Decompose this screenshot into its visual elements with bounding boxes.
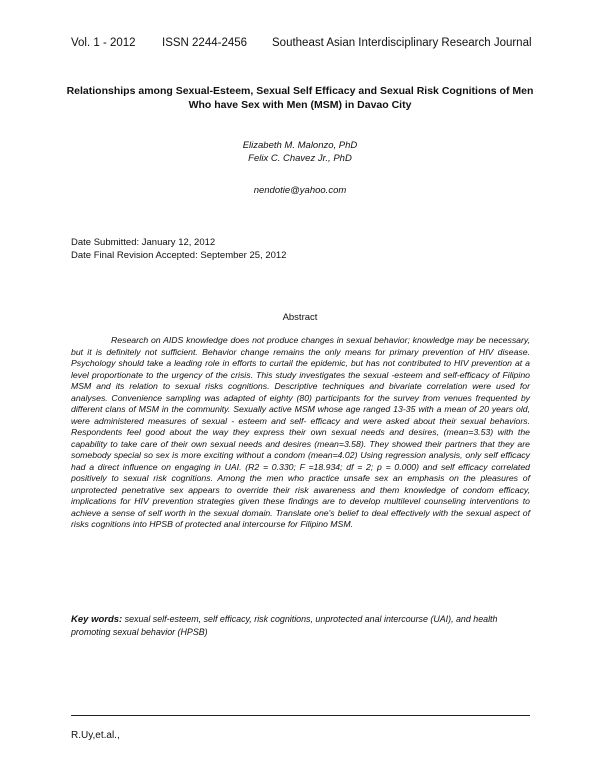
- abstract-body: Research on AIDS knowledge does not produce changes in sexual behavior; knowledge may be necessary, but it is definitely not sufficient. Behavior change remains the only means for primary prevention of HIV disease. Psychology should take a leading role in efforts to curtail the epidemic, but has not contributed to HIV prevention at a level proportionate to the urgency of the crisis. This study investigates the sexual -esteem and self-efficacy of Filipino MSM and its relation to sexual risks cognitions. Descriptive techniques and bivariate correlation were used for analyses. Convenience sampling was adapted of eighty (80) participants for the survey from venues frequented by different clans of MSM in the community. Sexually active MSM whose age ranged 13-35 with a mean of 20 years old, were administered measures of sexual - esteem and self- efficacy and were asked about their sexual behaviors. Respondents feel good about the way they express their own sexual needs and desires, (mean=3.53) with the capability to take care of their own sexual needs and desires (mean=3.58). They showed their partners that they are somebody special so sex is more exciting without a condom (mean=4.02) Using regression analysis, only self efficacy had a direct influence on engaging in UAI. (R2 = 0.330; F =18.934; df = 2; p = 0.000) and self efficacy correlated positively to sexual risk cognitions. Among the men who practice unsafe sex an emphasis on the pleasures of unprotected penetrative sex appears to override their risk awareness and them knowledge of condom efficacy, implications for HIV prevention strategies given these findings are to develop multilevel counseling interventions to achieve a sense of self worth in the sexual domain. Translate one's belief to deal effectively with the sexual aspect of risks cognitions into HPSB of protected anal intercourse for Filipino MSM.: [71, 335, 530, 529]
- footer-divider: [71, 715, 530, 716]
- author-email: nendotie@yahoo.com: [253, 185, 347, 196]
- date-submitted: Date Submitted: January 12, 2012: [71, 237, 216, 248]
- header-journal-name: Southeast Asian Interdisciplinary Research Journal: [272, 37, 532, 49]
- date-revision-accepted: Date Final Revision Accepted: September 25, 2012: [71, 250, 287, 261]
- paper-title: Relationships among Sexual-Esteem, Sexual Self Efficacy and Sexual Risk Cognitions of Men Who have Sex with Men (MSM) in Davao City: [66, 85, 534, 111]
- submission-dates: [71, 236, 471, 262]
- author-name: Elizabeth M. Malonzo, PhD: [242, 140, 358, 151]
- author-list: [150, 140, 450, 165]
- abstract-heading: Abstract: [282, 312, 318, 323]
- keywords-text: sexual self-esteem, self efficacy, risk cognitions, unprotected anal intercourse (UAI), and health promoting sexual behavior (HPSB): [71, 614, 498, 637]
- keywords-label: Key words:: [71, 614, 123, 625]
- header-issn: ISSN 2244-2456: [162, 37, 248, 49]
- header-volume: Vol. 1 - 2012: [71, 37, 136, 49]
- running-footer: R.Uy,et.al.,: [71, 730, 120, 741]
- keywords: [71, 613, 530, 638]
- author-name: Felix C. Chavez Jr., PhD: [248, 152, 352, 164]
